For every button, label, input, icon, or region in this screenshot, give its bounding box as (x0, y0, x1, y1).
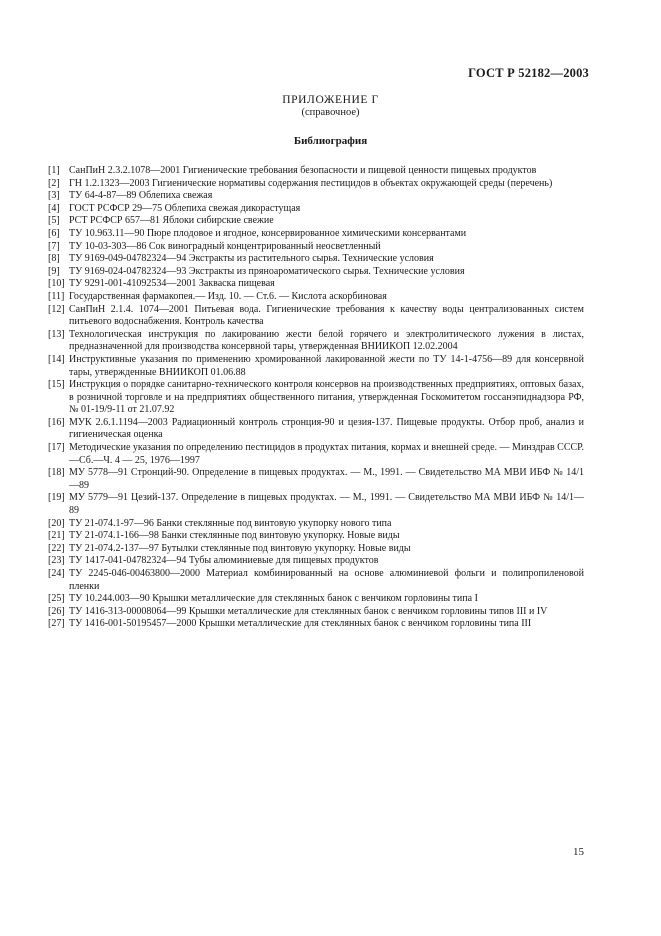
reference-number: [25] (48, 593, 65, 605)
reference-item (48, 304, 584, 329)
reference-item (48, 228, 584, 241)
reference-text: ТУ 21-074.1-166—98 Банки стеклянные под винтовую укупорку. Новые виды (69, 530, 400, 542)
annex-title: ПРИЛОЖЕНИЕ Г (282, 94, 379, 106)
reference-item (48, 241, 584, 254)
reference-text: ГОСТ РСФСР 29—75 Облепиха свежая дикорастущая (69, 202, 301, 214)
reference-number: [24] (48, 568, 65, 579)
annex-subtitle: (справочное) (301, 107, 360, 118)
reference-text: СанПиН 2.3.2.1078—2001 Гигиенические требования безопасности и пищевой ценности пищевых продуктов (69, 165, 537, 176)
reference-text: ТУ 21-074.1-97—96 Банки стеклянные под винтовую укупорку нового типа (69, 517, 392, 529)
reference-item (48, 530, 584, 543)
reference-text: ТУ 64-4-87—89 Облепиха свежая (69, 190, 213, 202)
reference-item (48, 266, 584, 279)
reference-number: [10] (48, 278, 65, 290)
reference-item (48, 442, 584, 467)
reference-number: [6] (48, 227, 60, 239)
reference-item (48, 606, 584, 619)
reference-text: Инструкция о порядке санитарно-технического контроля консервов на производственных предприятиях, оптовых базах, в розничной торговле и на предприятиях общественного питания, утвержденная Госкомитетом госсанэпиднадзора РФ, № 01-19/9-11 от 21.07.92 (69, 379, 584, 416)
reference-text: Технологическая инструкция по лакированию жести белой горячего и электролитического лужения в листах, предназначенной для производства консервной тары, утвержденная ВНИИКОП 12.02.2004 (69, 328, 584, 353)
reference-item (48, 203, 584, 216)
reference-item (48, 518, 584, 531)
reference-item (48, 543, 584, 556)
page-number: 15 (573, 846, 584, 858)
reference-item (48, 190, 584, 203)
reference-number: [26] (48, 605, 65, 617)
reference-item (48, 467, 584, 492)
reference-text: ТУ 10.244.003—90 Крышки металлические для стеклянных банок с венчиком горловины типа I (69, 593, 478, 605)
reference-number: [7] (48, 240, 60, 252)
reference-number: [8] (48, 253, 60, 265)
reference-text: ТУ 9291-001-41092534—2001 Закваска пищевая (69, 278, 275, 290)
reference-text: МУ 5779—91 Цезий-137. Определение в пищевых продуктах. — М., 1991. — Свидетельство МА МВИ ИБФ № 14/1—89 (69, 492, 584, 517)
reference-item (48, 215, 584, 228)
reference-number: [16] (48, 416, 65, 428)
reference-item (48, 593, 584, 606)
reference-text: ТУ 1416-313-00008064—99 Крышки металлические для стеклянных банок с венчиком горловины типов III и IV (69, 605, 548, 617)
reference-text: Государственная фармакопея.— Изд. 10. — Ст.6. — Кислота аскорбиновая (69, 290, 387, 302)
reference-number: [27] (48, 618, 65, 630)
reference-item (48, 354, 584, 379)
bibliography-heading: Библиография (293, 135, 368, 147)
reference-text: ТУ 1416-001-50195457—2000 Крышки металлические для стеклянных банок с венчиком горловины типа III (69, 618, 532, 630)
reference-number: [2] (48, 177, 60, 189)
reference-text: ТУ 1417-041-04782324—94 Тубы алюминиевые для пищевых продуктов (69, 555, 379, 567)
reference-item (48, 618, 584, 631)
reference-text: Инструктивные указания по применению хромированной лакированной жести по ТУ 14-1-4756—89 для консервной тары, утвержденные ВНИИКОП 01.06.88 (69, 353, 584, 378)
reference-item (48, 417, 584, 442)
reference-text: Методические указания по определению пестицидов в продуктах питания, кормах и внешней среде. — Минздрав СССР.—Сб.—Ч. 4 — 25, 1976—1997 (69, 442, 584, 466)
reference-number: [22] (48, 542, 65, 554)
reference-item (48, 178, 584, 191)
reference-text: СанПиН 2.1.4. 1074—2001 Питьевая вода. Гигиенические требования к качеству воды централизованных систем питьевого водоснабжения. Контроль качества (69, 303, 584, 328)
reference-item (48, 253, 584, 266)
reference-text: МУ 5778—91 Стронций-90. Определение в пищевых продуктах. — М., 1991. — Свидетельство МА МВИ ИБФ № 14/1—89 (69, 467, 584, 491)
reference-number: [20] (48, 517, 65, 529)
reference-text: ТУ 2245-046-00463800—2000 Материал комбинированный на основе алюминиевой фольги и полипропиленовой пленки (69, 568, 584, 592)
reference-item (48, 492, 584, 517)
reference-number: [21] (48, 530, 65, 542)
reference-number: [11] (48, 290, 65, 302)
reference-number: [12] (48, 303, 65, 315)
reference-number: [3] (48, 190, 60, 202)
reference-number: [23] (48, 555, 65, 567)
reference-item (48, 165, 584, 178)
reference-text: РСТ РСФСР 657—81 Яблоки сибирские свежие (69, 215, 274, 227)
reference-text: МУК 2.6.1.1194—2003 Радиационный контроль стронция-90 и цезия-137. Пищевые продукты. Отбор проб, анализ и гигиеническая оценка (69, 416, 584, 441)
reference-number: [17] (48, 442, 65, 454)
reference-text: ТУ 10.963.11—90 Пюре плодовое и ягодное, консервированное химическими консервантами (69, 227, 467, 239)
standard-header: ГОСТ Р 52182—2003 (468, 66, 589, 80)
reference-number: [9] (48, 265, 60, 277)
reference-number: [19] (48, 492, 65, 504)
reference-number: [4] (48, 202, 60, 214)
reference-item (48, 291, 584, 304)
reference-number: [1] (48, 165, 60, 176)
reference-number: [18] (48, 467, 65, 479)
reference-item (48, 568, 584, 593)
reference-number: [13] (48, 328, 65, 340)
reference-text: ГН 1.2.1323—2003 Гигиенические нормативы содержания пестицидов в объектах окружающей среды (перечень) (69, 177, 553, 189)
reference-text: ТУ 9169-024-04782324—93 Экстракты из пряноароматического сырья. Технические условия (69, 265, 465, 277)
reference-text: ТУ 10-03-303—86 Сок виноградный концентрированный неосветленный (69, 240, 381, 252)
reference-item (48, 278, 584, 291)
reference-text: ТУ 9169-049-04782324—94 Экстракты из растительного сырья. Технические условия (69, 253, 434, 265)
reference-number: [14] (48, 353, 65, 365)
reference-item (48, 329, 584, 354)
reference-text: ТУ 21-074.2-137—97 Бутылки стеклянные под винтовую укупорку. Новые виды (69, 542, 411, 554)
reference-item (48, 555, 584, 568)
reference-number: [15] (48, 379, 65, 391)
reference-list (48, 165, 584, 631)
reference-number: [5] (48, 215, 60, 227)
reference-item (48, 379, 584, 417)
